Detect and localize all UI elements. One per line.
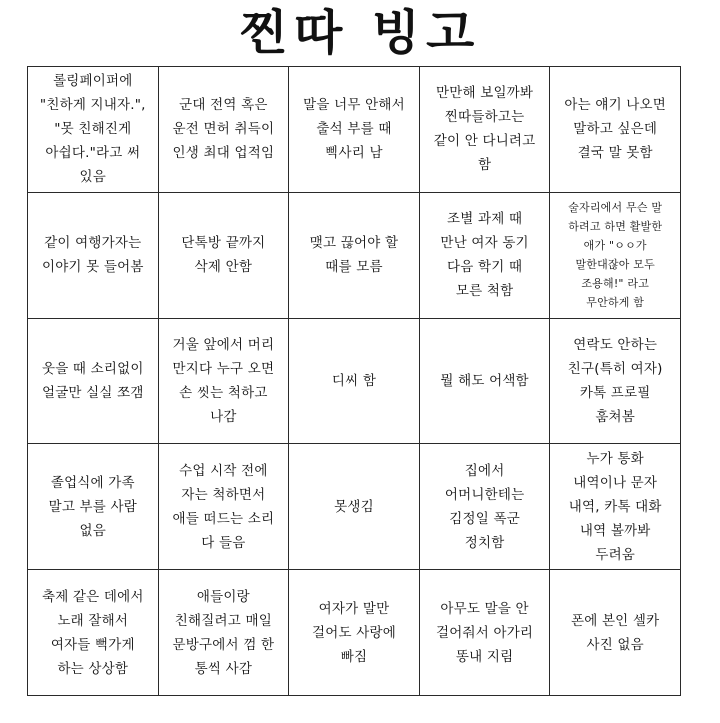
bingo-cell-text: 애들이랑 친해질려고 매일 문방구에서 껌 한 통씩 사감 (172, 588, 275, 677)
bingo-cell (550, 444, 681, 570)
bingo-cell (550, 193, 681, 319)
bingo-cell-text: 뭘 해도 어색함 (440, 372, 529, 389)
bingo-cell-text: 수업 시작 전에 자는 척하면서 애들 떠드는 소리 다 들음 (172, 462, 275, 551)
bingo-cell-text: 연락도 안하는 친구(특히 여자) 카톡 프로필 훔쳐봄 (567, 336, 663, 425)
bingo-cell (420, 570, 551, 696)
bingo-cell-text: 아는 얘기 나오면 말하고 싶은데 결국 말 못함 (564, 97, 667, 162)
bingo-cell-text: 말을 너무 안해서 출석 부를 때 삑사리 남 (303, 97, 405, 162)
bingo-cell (420, 319, 551, 445)
bingo-cell (420, 67, 551, 193)
bingo-cell (289, 67, 420, 193)
bingo-cell (289, 570, 420, 696)
bingo-cell (289, 444, 420, 570)
bingo-cell-text: 아무도 말을 안 걸어줘서 아가리 똥내 지림 (436, 600, 534, 665)
bingo-cell (28, 319, 159, 445)
bingo-cell-text: 술자리에서 무슨 말 하려고 하면 활발한 애가 "ㅇㅇ가 말한대잖아 모두 조용해!" 라고 무안하게 함 (568, 201, 663, 310)
bingo-cell (159, 570, 290, 696)
bingo-cell-text: 못생김 (334, 498, 374, 515)
bingo-cell-text: 같이 여행가자는 이야기 못 들어봄 (41, 235, 144, 276)
bingo-cell-text: 조별 과제 때 만난 여자 동기 다음 학기 때 모른 척함 (440, 211, 529, 300)
bingo-cell-text: 롤링페이퍼에 "친하게 지내자.", "못 친해진게 아쉽다."라고 써 있음 (39, 73, 146, 186)
bingo-cell-text: 단톡방 끝까지 삭제 안함 (181, 235, 266, 276)
bingo-cell (159, 444, 290, 570)
bingo-cell-text: 만만해 보일까봐 찐따들하고는 같이 안 다니려고 함 (433, 85, 536, 174)
bingo-cell (420, 193, 551, 319)
bingo-cell (28, 570, 159, 696)
bingo-cell (28, 444, 159, 570)
bingo-cell-text: 군대 전역 혹은 운전 면허 취득이 인생 최대 업적임 (172, 97, 275, 162)
bingo-cell (550, 67, 681, 193)
bingo-cell (289, 319, 420, 445)
bingo-cell (28, 193, 159, 319)
bingo-cell (550, 319, 681, 445)
bingo-cell-text: 거울 앞에서 머리 만지다 누구 오면 손 씻는 척하고 나감 (172, 336, 275, 425)
bingo-cell-text: 웃을 때 소리없이 얼굴만 실실 쪼갬 (41, 360, 144, 401)
bingo-cell (159, 67, 290, 193)
bingo-cell (28, 67, 159, 193)
bingo-cell-text: 맺고 끊어야 할 때를 모름 (309, 235, 399, 276)
bingo-cell-text: 졸업식에 가족 말고 부를 사람 없음 (48, 474, 138, 539)
bingo-cell-text: 여자가 말만 걸어도 사랑에 빠짐 (312, 600, 396, 665)
bingo-cell (159, 319, 290, 445)
bingo-cell (550, 570, 681, 696)
bingo-cell (159, 193, 290, 319)
bingo-cell-text: 집에서 어머니한테는 김정일 폭군 정치함 (444, 462, 525, 551)
bingo-cell-text: 축제 같은 데에서 노래 잘해서 여자들 뻑가게 하는 상상함 (41, 588, 144, 677)
bingo-cell (420, 444, 551, 570)
bingo-cell-text: 누가 통화 내역이나 문자 내역, 카톡 대화 내역 볼까봐 두려움 (568, 450, 662, 563)
bingo-cell-text: 폰에 본인 셀카 사진 없음 (570, 612, 660, 653)
bingo-grid (27, 66, 681, 696)
bingo-cell (289, 193, 420, 319)
bingo-cell-text: 디씨 함 (331, 372, 377, 389)
page-title: 찐따 빙고 (239, 4, 481, 61)
